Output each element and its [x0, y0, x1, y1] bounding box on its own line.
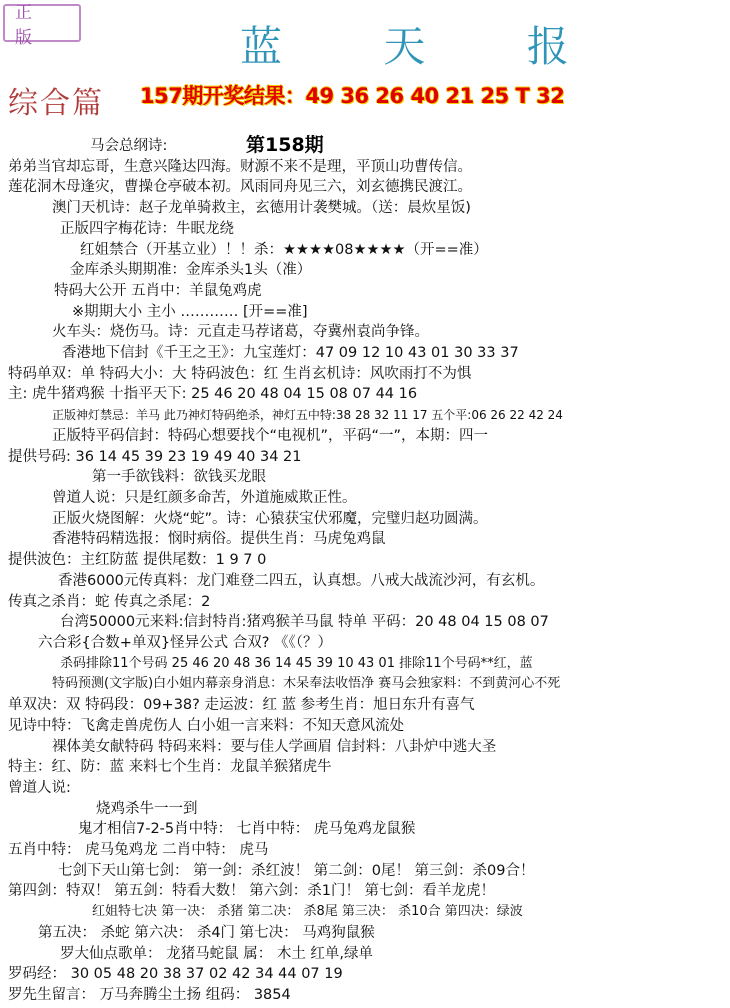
text-line: 烧鸡杀牛一一到 [96, 801, 198, 817]
text-line: 第一手欲钱料：欲钱买龙眼 [92, 469, 266, 485]
text-line: 曾道人说: [8, 780, 71, 796]
text-line: 罗码经： 30 05 48 20 38 37 02 42 34 44 07 19 [8, 966, 343, 982]
text-line: 正版特平码信封：特码心想要找个“电视机”，平码“一”，本期：四一 [52, 428, 489, 444]
text-line: 台湾50000元来料:信封特肖:猪鸡猴羊马鼠 特单 平码：20 48 04 15 08 07 [60, 614, 549, 630]
text-line: 曾道人说：只是红颜多命苦，外道施威欺正性。 [52, 490, 357, 506]
text-line: 裸体美女献特码 特码来料：要与佳人学画眉 信封料：八卦炉中逃大圣 [52, 739, 497, 755]
text-line: 莲花洞木母逢灾，曹操仓亭破本初。风雨同舟见三六，刘玄德携民渡江。 [8, 179, 472, 195]
text-line: 第四剑：特双！ 第五剑：特看大数！ 第六剑：杀1门！ 第七剑：看羊龙虎！ [8, 883, 496, 899]
text-line: 提供号码: 36 14 45 39 23 19 49 40 34 21 [8, 449, 302, 465]
text-line: 正版火烧图解：火烧“蛇”。诗：心猿获宝伏邪魔，完璧归赵功圆满。 [52, 511, 488, 527]
text-line: 马会总纲诗: [90, 138, 168, 154]
text-line: 鬼才相信7-2-5肖中特： 七肖中特： 虎马兔鸡龙鼠猴 [78, 821, 416, 837]
text-line: 香港地下信封《千王之王》：九宝莲灯：47 09 12 10 43 01 30 33 37 [62, 345, 519, 361]
text-line: 主: 虎牛猪鸡猴 十指平天下: 25 46 20 48 04 15 08 07 44 16 [8, 386, 418, 402]
text-line: 提供波色：主红防蓝 提供尾数：1 9 7 0 [8, 552, 267, 568]
text-line: 特码大公开 五肖中：羊鼠兔鸡虎 [54, 283, 262, 299]
text-line: 六合彩{合数+单双}怪异公式 合双? 《《（？） [38, 635, 333, 651]
text-line: 单双决：双 特码段：09+38? 走运波：红 蓝 参考生肖：旭日东升有喜气 [8, 697, 475, 713]
text-line: 特码单双：单 特码大小：大 特码波色：红 生肖玄机诗：风吹雨打不为惧 [8, 366, 472, 382]
text-line: 七剑下天山第七剑： 第一剑：杀红波！ 第二剑：0尾！ 第三剑：杀09合！ [58, 863, 535, 879]
text-line: 红姐禁合（开基立业）！！杀：★★★★08★★★★（开==准） [80, 242, 488, 258]
text-line: 罗大仙点歌单： 龙猪马蛇鼠 属： 木土 红单,绿单 [60, 946, 374, 962]
text-line: 罗先生留言： 万马奔腾尘土扬 组码： 3854 [8, 987, 291, 1003]
genuine-stamp: 正 版 [3, 4, 81, 42]
text-line: 杀码排除11个号码 25 46 20 48 36 14 45 39 10 43 01 排除11个号码**红，蓝 [60, 656, 533, 671]
text-line: 正版神灯禁忌：羊马 此乃神灯特码绝杀，神灯五中特:38 28 32 11 17 五个平:06 26 22 42 24 [52, 408, 563, 422]
draw-result-banner: 157期开奖结果：49 36 26 40 21 25 T 32 [140, 84, 565, 108]
text-line: 弟弟当官却忘哥，生意兴隆达四海。财源不来不是理，平顶山功曹传信。 [8, 159, 472, 175]
text-line: 见诗中特：飞禽走兽虎伤人 白小姐一言来料：不知天意风流处 [8, 718, 405, 734]
text-line: 香港特码精选报：悯时病俗。提供生肖：马虎兔鸡鼠 [52, 531, 386, 547]
text-line: 第五决： 杀蛇 第六决： 杀4门 第七决： 马鸡狗鼠猴 [38, 925, 375, 941]
text-line: 传真之杀肖：蛇 传真之杀尾：2 [8, 594, 211, 610]
text-line: 特主：红、防：蓝 来料七个生肖：龙鼠羊猴猪虎牛 [8, 759, 332, 775]
text-line: 火车头：烧伤马。诗：元直走马荐诸葛，夺冀州袁尚争锋。 [52, 324, 429, 340]
issue-number: 第158期 [246, 134, 324, 156]
text-line: 红姐特七决 第一决： 杀猪 第二决： 杀8尾 第三决： 杀10合 第四决：绿波 [92, 904, 523, 919]
text-line: 特码预测(文字版)白小姐内幕亲身消息：木呆奉法收悟净 赛马会独家料：不到黄河心不死 [52, 676, 561, 691]
text-line: 金库杀头期期准：金库杀头1头（准） [70, 262, 312, 278]
text-line: 正版四字梅花诗：牛眠龙绕 [60, 221, 234, 237]
text-line: 五肖中特： 虎马兔鸡龙 二肖中特： 虎马 [8, 842, 269, 858]
section-title: 综合篇 [8, 86, 104, 121]
masthead-title: 蓝 天 报 [240, 22, 613, 71]
text-line: 香港6000元传真料：龙门难登二四五，认真想。八戒大战流沙河，有玄机。 [58, 573, 545, 589]
text-line: 澳门天机诗：赵子龙单骑救主，玄德用计袭樊城。（送：晨炊星饭) [52, 200, 471, 216]
text-line: ※期期大小 主小 ………… [开==准] [72, 304, 308, 320]
